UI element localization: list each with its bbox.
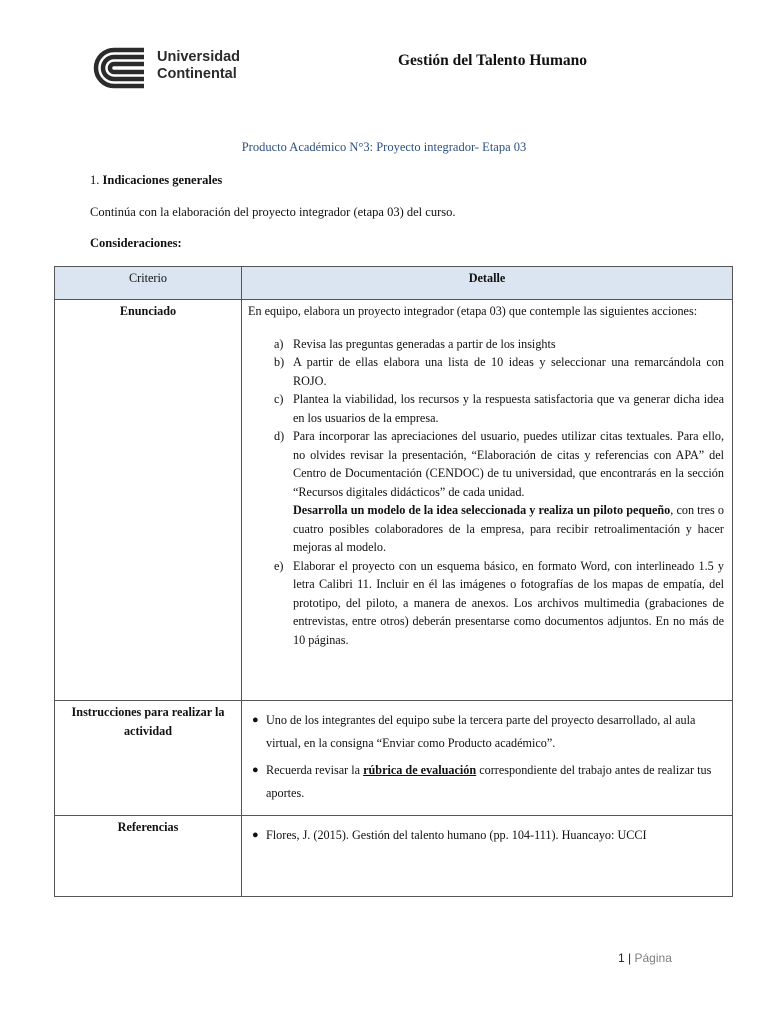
header-title: Gestión del Talento Humano	[398, 52, 588, 69]
list-item: ● Flores, J. (2015). Gestión del talento humano (pp. 104-111). Huancayo: UCCI	[248, 824, 724, 847]
table-row	[55, 300, 733, 701]
considerations-table	[54, 266, 733, 897]
section-heading	[90, 173, 222, 188]
instructions-list	[248, 709, 724, 805]
logo-line2: Continental	[157, 66, 237, 82]
column-header-detalle: Detalle	[242, 267, 733, 300]
action-list	[248, 335, 724, 650]
footer-separator: |	[628, 951, 632, 965]
column-header-criterio: Criterio	[55, 267, 242, 300]
list-item: ● Recuerda revisar la rúbrica de evaluación correspondiente del trabajo antes de realizar tus aportes.	[248, 759, 724, 805]
logo-line1: Universidad	[157, 49, 240, 65]
document-subtitle: Producto Académico N°3: Proyecto integrador- Etapa 03	[241, 140, 527, 154]
logo-text	[157, 49, 240, 83]
bullet-icon: ●	[252, 829, 259, 841]
row-detail-instrucciones	[242, 701, 733, 816]
table-row	[55, 701, 733, 816]
list-item: Desarrolla un modelo de la idea seleccionada y realiza un piloto pequeño, con tres o cuatro posibles colaboradores de la empresa, para recibir retroalimentación y hacer mejoras al modelo.	[293, 503, 724, 554]
list-item: e) Elaborar el proyecto con un esquema básico, en formato Word, con interlineado 1.5 y letra Calibri 11. Incluir en él las imágenes o fotografías de los mapas de empatía, del prototipo, del piloto, a manera de anexos. Los archivos multimedia (grabaciones de entrevistas, entre otros) deberán presentarse como documentos adjuntos. En no más de 10 páginas.	[274, 558, 724, 647]
page-label: Página	[634, 951, 672, 965]
list-item: ● Uno de los integrantes del equipo sube la tercera parte del proyecto desarrollado, al aula virtual, en la consigna “Enviar como Producto académico”.	[248, 709, 724, 755]
rubrica-link[interactable]: rúbrica de evaluación	[363, 763, 477, 777]
row-detail-enunciado	[242, 300, 733, 701]
list-item: a) Revisa las preguntas generadas a partir de los insights	[274, 336, 556, 351]
logo-mark-icon	[92, 46, 152, 90]
section-number: 1.	[90, 173, 100, 187]
table-header-row	[55, 267, 733, 300]
intro-paragraph: Continúa con la elaboración del proyecto integrador (etapa 03) del curso.	[90, 205, 456, 219]
enunciado-lead: En equipo, elabora un proyecto integrador (etapa 03) que contemple las siguientes acciones:	[248, 304, 698, 318]
table-row	[55, 816, 733, 897]
list-item: b) A partir de ellas elabora una lista de 10 ideas y seleccionar una remarcándola con ROJO.	[274, 355, 724, 388]
bullet-icon: ●	[252, 764, 259, 776]
row-label-instrucciones: Instrucciones para realizar la actividad	[55, 701, 242, 816]
university-logo	[92, 46, 262, 90]
references-list	[248, 824, 724, 847]
section-heading-text: Indicaciones generales	[102, 173, 223, 187]
page-footer	[618, 951, 672, 965]
list-item: d) Para incorporar las apreciaciones del usuario, puedes utilizar citas textuales. Para ello, no olvides revisar la presentación, “Elaboración de citas y referencias con APA” del Centro de Documentación (CENDOC) de tu universidad, que encontrarás en la sección “Recursos digitales didácticos” de cada unidad.	[274, 429, 724, 499]
list-item: c) Plantea la viabilidad, los recursos y la respuesta satisfactoria que va generar dicha idea en los usuarios de la empresa.	[274, 392, 724, 425]
page-number: 1	[618, 951, 625, 965]
row-label-enunciado: Enunciado	[55, 300, 242, 701]
bullet-icon: ●	[252, 714, 259, 726]
considerations-heading: Consideraciones:	[90, 236, 182, 250]
row-detail-referencias	[242, 816, 733, 897]
row-label-referencias: Referencias	[55, 816, 242, 897]
